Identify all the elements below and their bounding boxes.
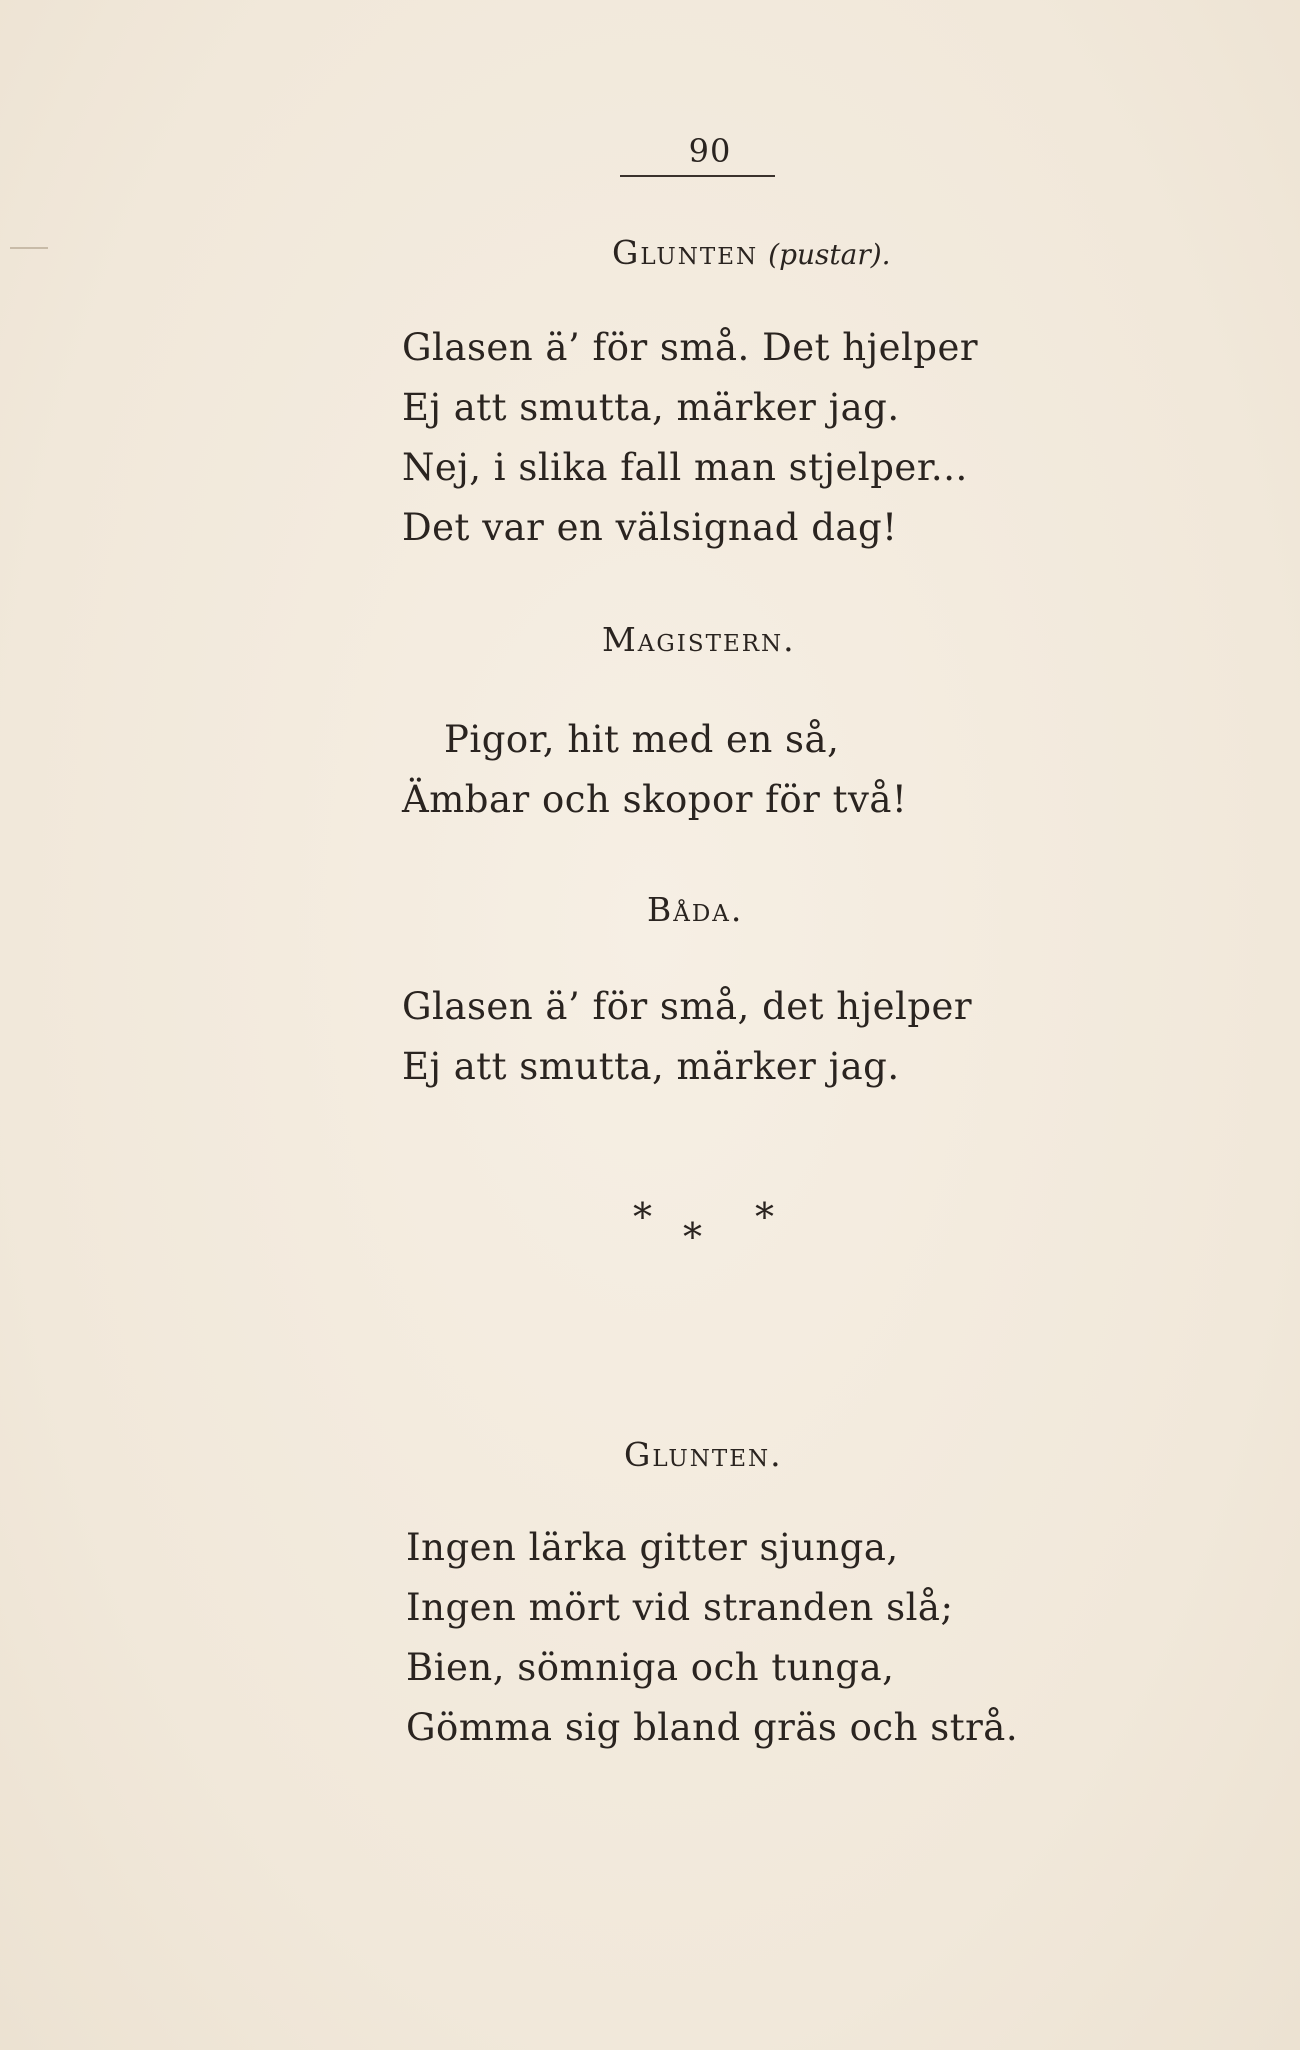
speaker-heading (612, 233, 891, 272)
verse-line: Gömma sig bland gräs och strå. (406, 1706, 1019, 1749)
speaker-heading (624, 1435, 783, 1474)
verse-line: Pigor, hit med en så, (444, 718, 840, 761)
verse-line: Ej att smutta, märker jag. (402, 1045, 900, 1088)
verse-line: Bien, sömniga och tunga, (406, 1646, 895, 1689)
verse-line: Ingen mört vid stranden slå; (406, 1586, 954, 1629)
speaker-heading (647, 890, 743, 929)
stanza (402, 710, 907, 830)
stage-direction: (pustar). (768, 238, 891, 271)
divider-star: * (683, 1215, 702, 1259)
verse-line: Ämbar och skopor för två! (402, 778, 908, 821)
margin-mark (10, 247, 48, 249)
verse-line: Glasen ä’ för små. Det hjelper (402, 326, 979, 369)
divider-star: * (633, 1195, 652, 1239)
speaker-name: Båda. (647, 890, 744, 929)
stanza (406, 1518, 1018, 1758)
stanza (402, 977, 972, 1097)
verse-line: Ingen lärka gitter sjunga, (406, 1526, 899, 1569)
verse-line: Glasen ä’ för små, det hjelper (402, 985, 973, 1028)
speaker-name: Glunten (612, 233, 759, 272)
stanza (402, 318, 978, 558)
page-number: 90 (688, 132, 732, 170)
speaker-heading (602, 620, 796, 659)
speaker-name: Glunten. (624, 1435, 783, 1474)
section-divider (620, 1195, 780, 1275)
speaker-name: Magistern. (602, 620, 796, 659)
verse-line: Nej, i slika fall man stjelper... (402, 446, 968, 489)
divider-star: * (755, 1195, 774, 1239)
verse-line: Det var en välsignad dag! (402, 506, 898, 549)
page-number-rule (620, 175, 775, 177)
verse-line: Ej att smutta, märker jag. (402, 386, 900, 429)
